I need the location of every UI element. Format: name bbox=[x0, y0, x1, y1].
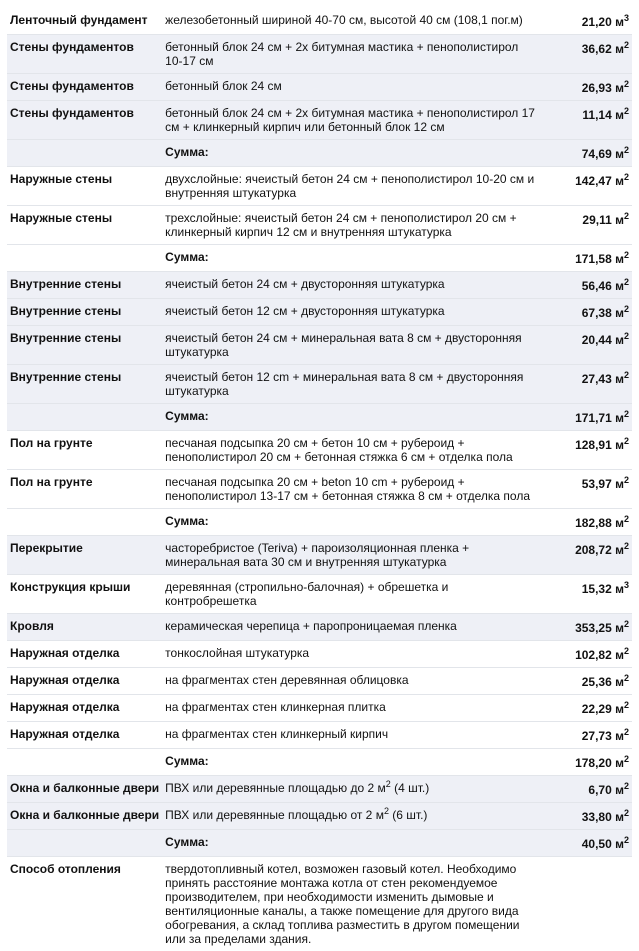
area-value bbox=[538, 8, 632, 35]
description-suffix: (4 шт.) bbox=[391, 781, 429, 795]
row-description bbox=[162, 167, 538, 206]
row-name: Кровля bbox=[7, 614, 162, 641]
table-row bbox=[7, 803, 632, 830]
area-value bbox=[538, 536, 632, 575]
area-value bbox=[538, 470, 632, 509]
area-value bbox=[538, 509, 632, 536]
table-row bbox=[7, 35, 632, 74]
row-name: Внутренние стены bbox=[7, 299, 162, 326]
sum-empty bbox=[7, 830, 162, 857]
row-name: Окна и балконные двери bbox=[7, 803, 162, 830]
value-text: 15,32 м bbox=[582, 582, 624, 596]
area-value bbox=[538, 830, 632, 857]
sum-row bbox=[7, 830, 632, 857]
row-description bbox=[162, 695, 538, 722]
area-value bbox=[538, 614, 632, 641]
row-name: Наружная отделка bbox=[7, 641, 162, 668]
sum-row bbox=[7, 404, 632, 431]
table-row bbox=[7, 470, 632, 509]
unit-exponent: 2 bbox=[624, 211, 629, 221]
row-name: Наружная отделка bbox=[7, 722, 162, 749]
unit-exponent: 2 bbox=[624, 409, 629, 419]
description-text: тонкослойная штукатурка bbox=[165, 646, 309, 660]
unit-exponent: 2 bbox=[386, 779, 391, 789]
sum-row bbox=[7, 140, 632, 167]
description-text: железобетонный шириной 40-70 см, высотой 40 см (108,1 пог.м) bbox=[165, 13, 523, 27]
value-text: 102,82 м bbox=[575, 648, 624, 662]
unit-exponent: 2 bbox=[624, 673, 629, 683]
area-value bbox=[538, 140, 632, 167]
table-row bbox=[7, 431, 632, 470]
value-text: 27,73 м bbox=[582, 729, 624, 743]
row-description bbox=[162, 575, 538, 614]
row-description bbox=[162, 536, 538, 575]
area-value bbox=[538, 299, 632, 326]
value-text: 25,36 м bbox=[582, 675, 624, 689]
description-text: на фрагментах стен клинкерная плитка bbox=[165, 700, 386, 714]
area-value bbox=[538, 575, 632, 614]
sum-label: Сумма: bbox=[162, 749, 538, 776]
value-text: 178,20 м bbox=[575, 756, 624, 770]
unit-exponent: 2 bbox=[624, 79, 629, 89]
row-description bbox=[162, 857, 538, 951]
sum-label: Сумма: bbox=[162, 245, 538, 272]
value-text: 67,38 м bbox=[582, 306, 624, 320]
area-value bbox=[538, 776, 632, 803]
unit-exponent: 2 bbox=[624, 514, 629, 524]
row-description bbox=[162, 8, 538, 35]
value-text: 33,80 м bbox=[582, 810, 624, 824]
description-text: часторебристое (Teriva) + пароизоляционная пленка + минеральная вата 30 см и внутренняя штукатурка bbox=[165, 541, 469, 569]
value-text: 353,25 м bbox=[575, 621, 624, 635]
table-row bbox=[7, 722, 632, 749]
description-text: ячеистый бетон 24 см + минеральная вата 8 см + двусторонняя штукатурка bbox=[165, 331, 521, 359]
unit-exponent: 2 bbox=[624, 304, 629, 314]
description-text: деревянная (стропильно-балочная) + обрешетка и контробрешетка bbox=[165, 580, 448, 608]
unit-exponent: 2 bbox=[624, 727, 629, 737]
table-row bbox=[7, 695, 632, 722]
row-name: Наружные стены bbox=[7, 206, 162, 245]
value-text: 74,69 м bbox=[582, 147, 624, 161]
row-name: Наружная отделка bbox=[7, 668, 162, 695]
description-text: ячеистый бетон 12 cm + минеральная вата 8 см + двусторонняя штукатурка bbox=[165, 370, 523, 398]
row-description bbox=[162, 803, 538, 830]
value-text: 22,29 м bbox=[582, 702, 624, 716]
description-text: двухслойные: ячеистый бетон 24 см + пенополистирол 10-20 см и внутренняя штукатурка bbox=[165, 172, 534, 200]
value-text: 208,72 м bbox=[575, 543, 624, 557]
sum-label: Сумма: bbox=[162, 509, 538, 536]
description-text: песчаная подсыпка 20 см + бетон 10 см + рубероид + пенополистирол 20 см + бетонная стяжка 6 см + отделка пола bbox=[165, 436, 513, 464]
row-name: Конструкция крыши bbox=[7, 575, 162, 614]
sum-row bbox=[7, 509, 632, 536]
table-row bbox=[7, 575, 632, 614]
description-text: на фрагментах стен клинкерный кирпич bbox=[165, 727, 388, 741]
unit-exponent: 2 bbox=[624, 541, 629, 551]
value-text: 36,62 м bbox=[582, 42, 624, 56]
table-row bbox=[7, 299, 632, 326]
unit-exponent: 2 bbox=[624, 277, 629, 287]
value-text: 11,14 м bbox=[582, 108, 624, 122]
unit-exponent: 2 bbox=[384, 806, 389, 816]
row-description bbox=[162, 272, 538, 299]
row-name: Внутренние стены bbox=[7, 365, 162, 404]
value-text: 128,91 м bbox=[575, 438, 624, 452]
table-row bbox=[7, 74, 632, 101]
row-description bbox=[162, 326, 538, 365]
description-text: трехслойные: ячеистый бетон 24 см + пенополистирол 20 см + клинкерный кирпич 12 см и внутренняя штукатурка bbox=[165, 211, 516, 239]
row-description bbox=[162, 722, 538, 749]
sum-row bbox=[7, 245, 632, 272]
area-value bbox=[538, 404, 632, 431]
table-row bbox=[7, 326, 632, 365]
row-description bbox=[162, 431, 538, 470]
value-text: 171,58 м bbox=[575, 252, 624, 266]
sum-empty bbox=[7, 404, 162, 431]
table-row bbox=[7, 8, 632, 35]
description-text: ПВХ или деревянные площадью до 2 м bbox=[165, 781, 386, 795]
value-text: 56,46 м bbox=[582, 279, 624, 293]
description-text: твердотопливный котел, возможен газовый котел. Необходимо принять расстояние монтажа котла от стен рекомендуемое производителем, при необходимости изменить дымовые и вентиляционные каналы, а также помещение для другого вида обогревания, а склад топлива разместить в другом помещении или за пределами здания. bbox=[165, 862, 519, 946]
sum-empty bbox=[7, 140, 162, 167]
row-description bbox=[162, 74, 538, 101]
value-text: 20,44 м bbox=[582, 333, 624, 347]
description-text: керамическая черепица + паропроницаемая пленка bbox=[165, 619, 457, 633]
table-row bbox=[7, 206, 632, 245]
value-text: 26,93 м bbox=[582, 81, 624, 95]
description-text: бетонный блок 24 см bbox=[165, 79, 282, 93]
unit-exponent: 2 bbox=[624, 172, 629, 182]
area-value bbox=[538, 326, 632, 365]
unit-exponent: 2 bbox=[624, 808, 629, 818]
unit-exponent: 2 bbox=[624, 700, 629, 710]
description-text: бетонный блок 24 см + 2x битумная мастика + пенополистирол 10-17 см bbox=[165, 40, 518, 68]
area-value bbox=[538, 365, 632, 404]
unit-exponent: 2 bbox=[624, 475, 629, 485]
sum-row bbox=[7, 749, 632, 776]
table-row bbox=[7, 101, 632, 140]
area-value bbox=[538, 668, 632, 695]
row-description bbox=[162, 668, 538, 695]
area-value bbox=[538, 431, 632, 470]
unit-exponent: 2 bbox=[624, 754, 629, 764]
row-name: Пол на грунте bbox=[7, 431, 162, 470]
area-value bbox=[538, 74, 632, 101]
row-name: Внутренние стены bbox=[7, 326, 162, 365]
table-row bbox=[7, 536, 632, 575]
area-value bbox=[538, 695, 632, 722]
description-text: ПВХ или деревянные площадью от 2 м bbox=[165, 808, 384, 822]
unit-exponent: 3 bbox=[624, 13, 629, 23]
table-row bbox=[7, 776, 632, 803]
value-text: 142,47 м bbox=[575, 174, 624, 188]
unit-exponent: 2 bbox=[624, 106, 629, 116]
value-text: 27,43 м bbox=[582, 372, 624, 386]
row-description bbox=[162, 101, 538, 140]
description-text: на фрагментах стен деревянная облицовка bbox=[165, 673, 408, 687]
area-value bbox=[538, 101, 632, 140]
unit-exponent: 2 bbox=[624, 835, 629, 845]
unit-exponent: 2 bbox=[624, 436, 629, 446]
unit-exponent: 2 bbox=[624, 646, 629, 656]
value-text: 182,88 м bbox=[575, 516, 624, 530]
table-row bbox=[7, 641, 632, 668]
area-value bbox=[538, 35, 632, 74]
row-description bbox=[162, 641, 538, 668]
area-value bbox=[538, 803, 632, 830]
area-value bbox=[538, 857, 632, 951]
unit-exponent: 2 bbox=[624, 619, 629, 629]
value-text: 40,50 м bbox=[582, 837, 624, 851]
value-text: 21,20 м bbox=[582, 15, 624, 29]
row-name: Способ отопления bbox=[7, 857, 162, 951]
unit-exponent: 3 bbox=[624, 580, 629, 590]
description-text: песчаная подсыпка 20 см + beton 10 cm + рубероид + пенополистирол 13-17 см + бетонная стяжка 8 см + отделка пола bbox=[165, 475, 530, 503]
row-description bbox=[162, 776, 538, 803]
table-row bbox=[7, 857, 632, 951]
unit-exponent: 2 bbox=[624, 145, 629, 155]
row-description bbox=[162, 470, 538, 509]
row-name: Стены фундаментов bbox=[7, 35, 162, 74]
description-text: ячеистый бетон 24 см + двусторонняя штукатурка bbox=[165, 277, 444, 291]
description-suffix: (6 шт.) bbox=[389, 808, 427, 822]
table-row bbox=[7, 614, 632, 641]
description-text: ячеистый бетон 12 см + двусторонняя штукатурка bbox=[165, 304, 444, 318]
sum-empty bbox=[7, 245, 162, 272]
row-name: Пол на грунте bbox=[7, 470, 162, 509]
row-name: Окна и балконные двери bbox=[7, 776, 162, 803]
area-value bbox=[538, 245, 632, 272]
value-text: 29,11 м bbox=[582, 213, 624, 227]
value-text: 171,71 м bbox=[575, 411, 624, 425]
row-name: Стены фундаментов bbox=[7, 101, 162, 140]
row-description bbox=[162, 206, 538, 245]
sum-label: Сумма: bbox=[162, 830, 538, 857]
row-name: Наружные стены bbox=[7, 167, 162, 206]
unit-exponent: 2 bbox=[624, 40, 629, 50]
building-specification-table bbox=[7, 8, 632, 951]
value-text: 53,97 м bbox=[582, 477, 624, 491]
unit-exponent: 2 bbox=[624, 370, 629, 380]
description-text: бетонный блок 24 см + 2x битумная мастика + пенополистирол 17 см + клинкерный кирпич или бетонный блок 12 см bbox=[165, 106, 535, 134]
unit-exponent: 2 bbox=[624, 781, 629, 791]
unit-exponent: 2 bbox=[624, 331, 629, 341]
row-name: Наружная отделка bbox=[7, 695, 162, 722]
area-value bbox=[538, 206, 632, 245]
area-value bbox=[538, 641, 632, 668]
table-row bbox=[7, 668, 632, 695]
area-value bbox=[538, 167, 632, 206]
row-name: Внутренние стены bbox=[7, 272, 162, 299]
area-value bbox=[538, 749, 632, 776]
table-row bbox=[7, 272, 632, 299]
table-row bbox=[7, 167, 632, 206]
area-value bbox=[538, 722, 632, 749]
row-description bbox=[162, 299, 538, 326]
unit-exponent: 2 bbox=[624, 250, 629, 260]
sum-empty bbox=[7, 509, 162, 536]
table-row bbox=[7, 365, 632, 404]
row-name: Ленточный фундамент bbox=[7, 8, 162, 35]
row-description bbox=[162, 35, 538, 74]
row-description bbox=[162, 365, 538, 404]
value-text: 6,70 м bbox=[588, 783, 624, 797]
row-description bbox=[162, 614, 538, 641]
row-name: Стены фундаментов bbox=[7, 74, 162, 101]
area-value bbox=[538, 272, 632, 299]
sum-label: Сумма: bbox=[162, 404, 538, 431]
row-name: Перекрытие bbox=[7, 536, 162, 575]
sum-label: Сумма: bbox=[162, 140, 538, 167]
sum-empty bbox=[7, 749, 162, 776]
